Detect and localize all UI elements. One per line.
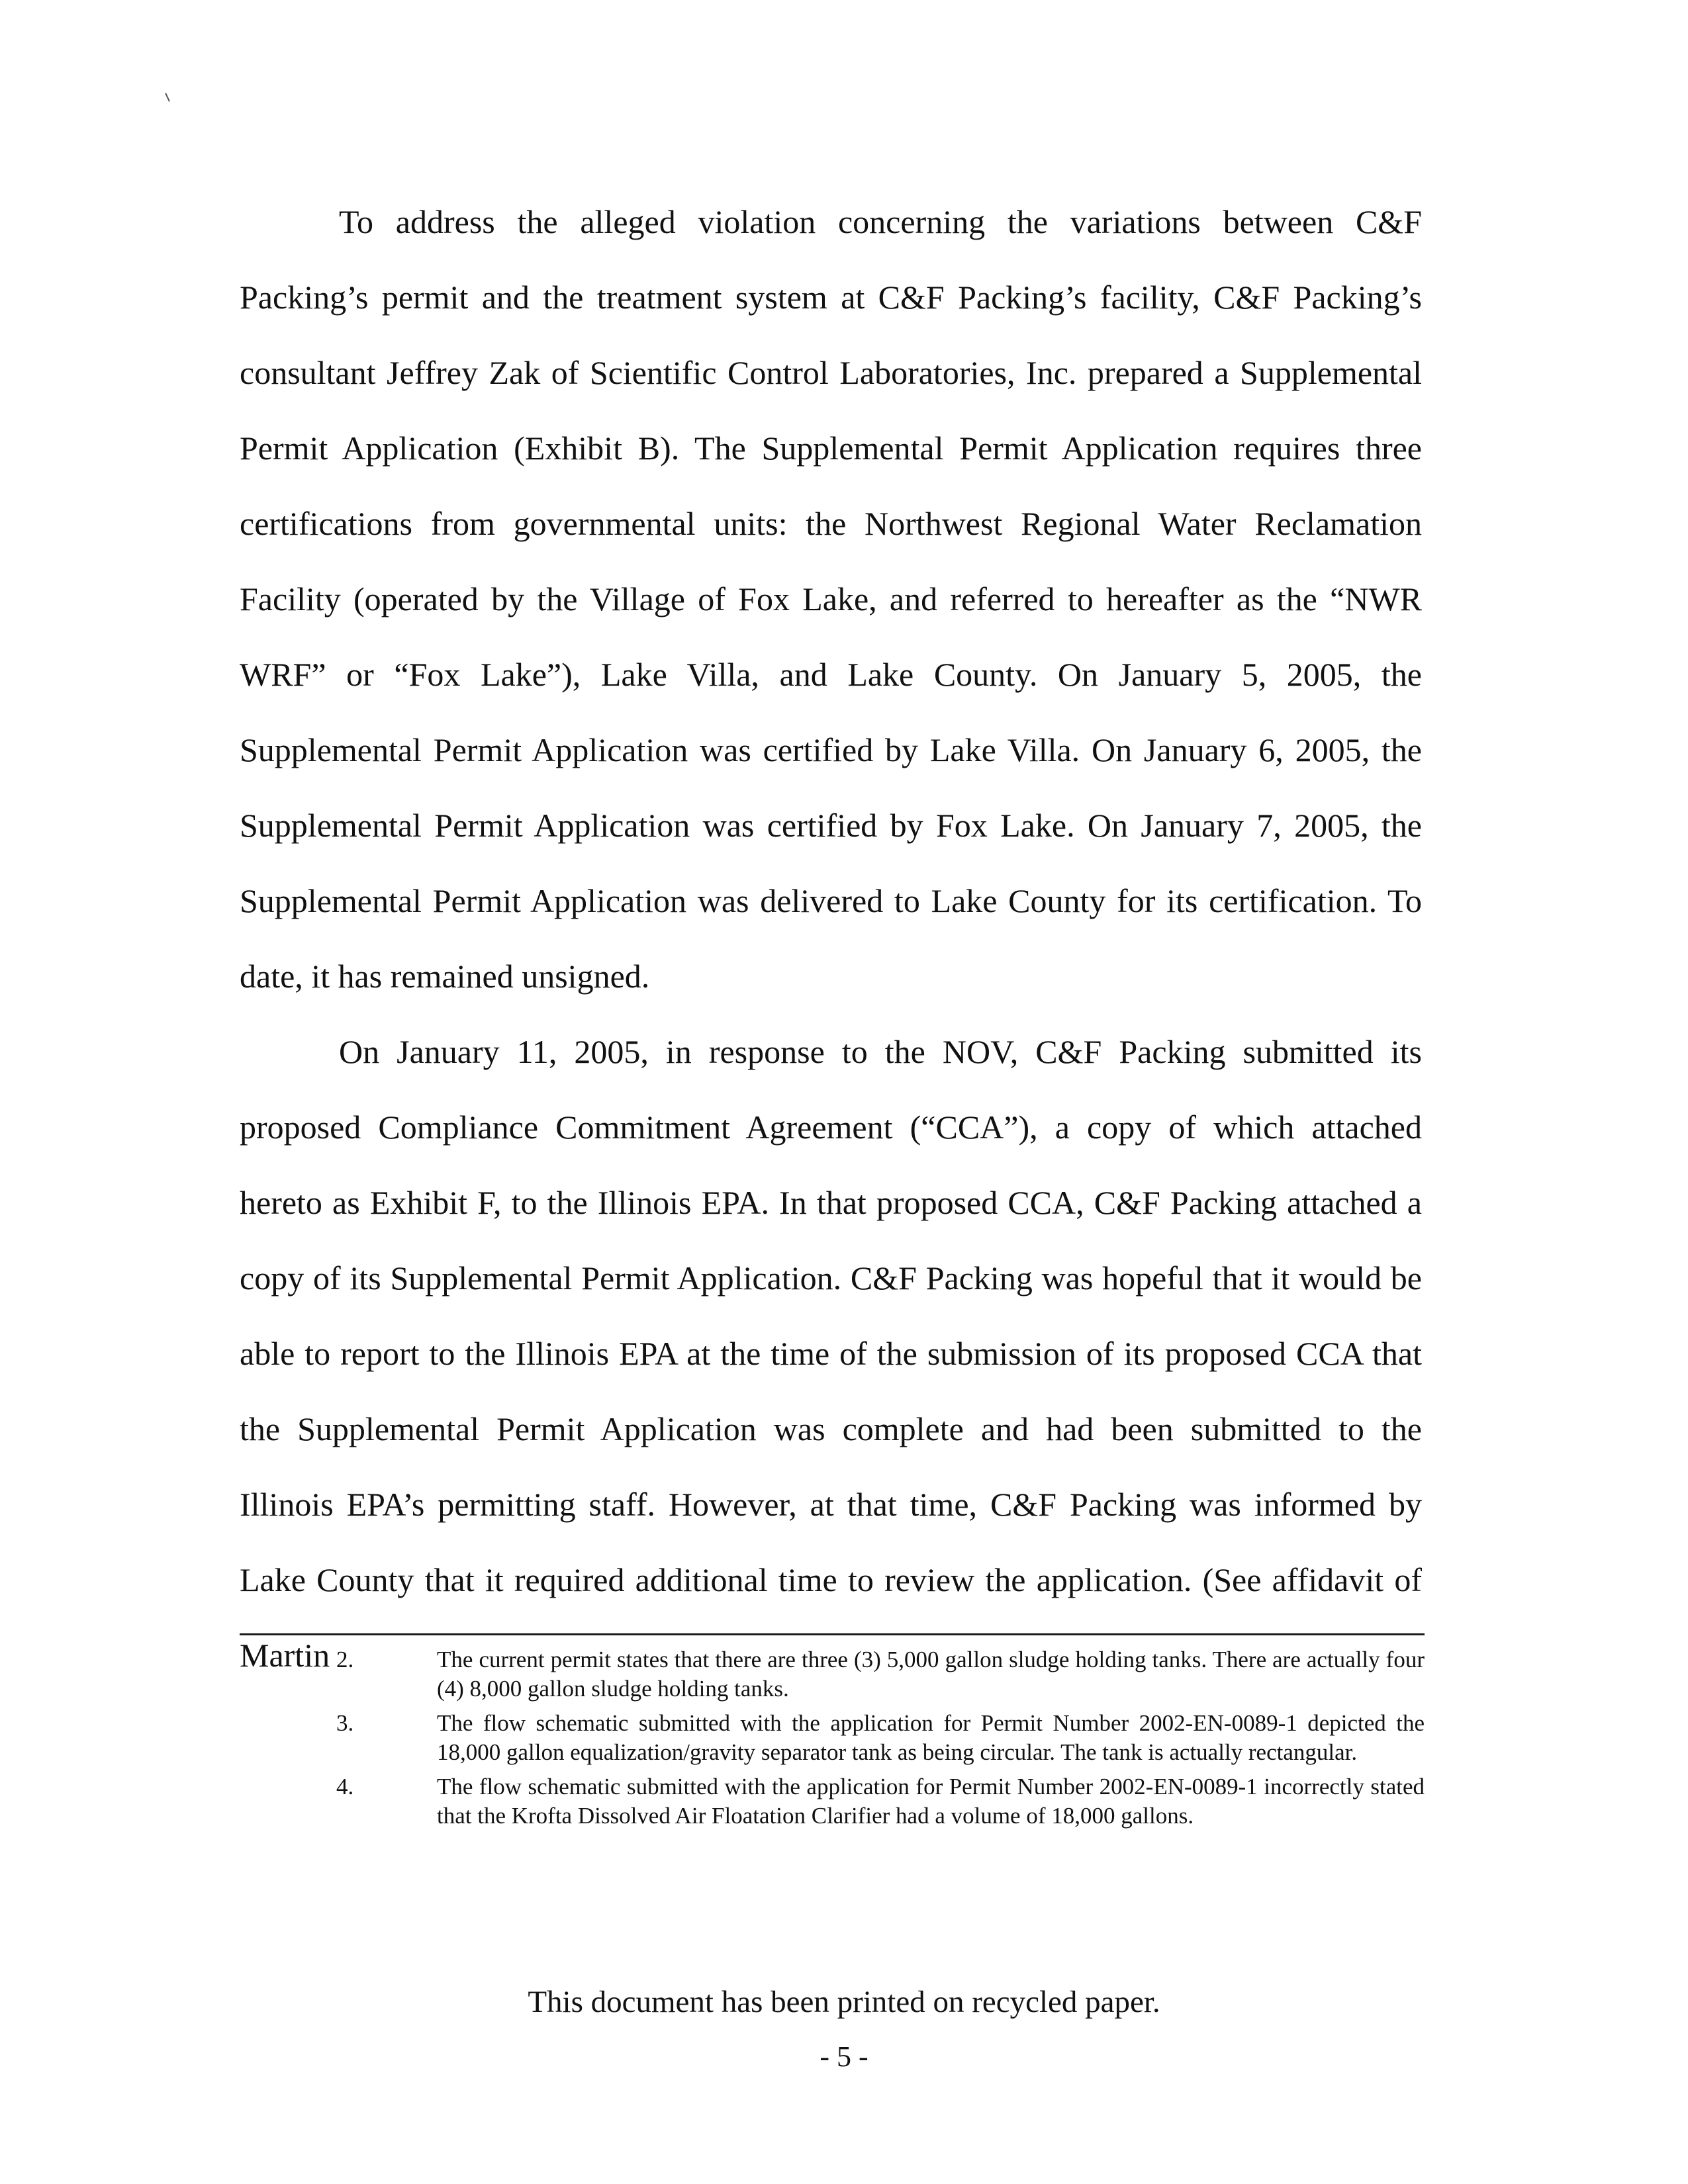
recycled-paper-note: This document has been printed on recycled paper.	[528, 1985, 1160, 2019]
page-number: - 5 -	[820, 2040, 868, 2073]
footnote-number: 2.	[336, 1647, 354, 1672]
footnote-4	[240, 1772, 1425, 1831]
body-paragraph-2: On January 11, 2005, in response to the NOV, C&F Packing submitted its proposed Compliance Commitment Agreement (“CCA”), a copy of which attached hereto as Exhibit F, to the Illinois EPA. In that proposed CCA, C&F Packing attached a copy of its Supplemental Permit Application. C&F Packing was hopeful that it would be able to report to the Illinois EPA at the time of the submission of its proposed CCA that the Supplemental Permit Application was complete and had been submitted to the Illinois EPA’s permitting staff. However, at that time, C&F Packing was informed by Lake County that it required additional time to review the application. (See affidavit of Martin	[240, 1033, 1422, 1674]
footnote-3	[240, 1709, 1425, 1767]
footnote-text: The flow schematic submitted with the application for Permit Number 2002-EN-0089-1 depicted the 18,000 gallon equalization/gravity separator tank as being circular. The tank is actually rectangular.	[437, 1710, 1425, 1765]
footnote-separator	[240, 1633, 1425, 1635]
footnote-number: 3.	[336, 1710, 354, 1736]
footnote-number: 4.	[336, 1774, 354, 1799]
footnotes	[240, 1645, 1425, 1836]
body-text	[240, 184, 1422, 1693]
footnote-text: The flow schematic submitted with the application for Permit Number 2002-EN-0089-1 incorrectly stated that the Krofta Dissolved Air Floatation Clarifier had a volume of 18,000 gallons.	[437, 1774, 1425, 1829]
scan-mark	[165, 93, 170, 102]
footnote-text: The current permit states that there are three (3) 5,000 gallon sludge holding tanks. There are actually four (4) 8,000 gallon sludge holding tanks.	[437, 1647, 1425, 1702]
body-paragraph-1: To address the alleged violation concerning the variations between C&F Packing’s permit and the treatment system at C&F Packing’s facility, C&F Packing’s consultant Jeffrey Zak of Scientific Control Laboratories, Inc. prepared a Supplemental Permit Application (Exhibit B). The Supplemental Permit Application requires three certifications from governmental units: the Northwest Regional Water Reclamation Facility (operated by the Village of Fox Lake, and referred to hereafter as the “NWR WRF” or “Fox Lake”), Lake Villa, and Lake County. On January 5, 2005, the Supplemental Permit Application was certified by Lake Villa. On January 6, 2005, the Supplemental Permit Application was certified by Fox Lake. On January 7, 2005, the Supplemental Permit Application was delivered to Lake County for its certification. To date, it has remained unsigned.	[240, 203, 1422, 995]
footnote-2	[240, 1645, 1425, 1704]
